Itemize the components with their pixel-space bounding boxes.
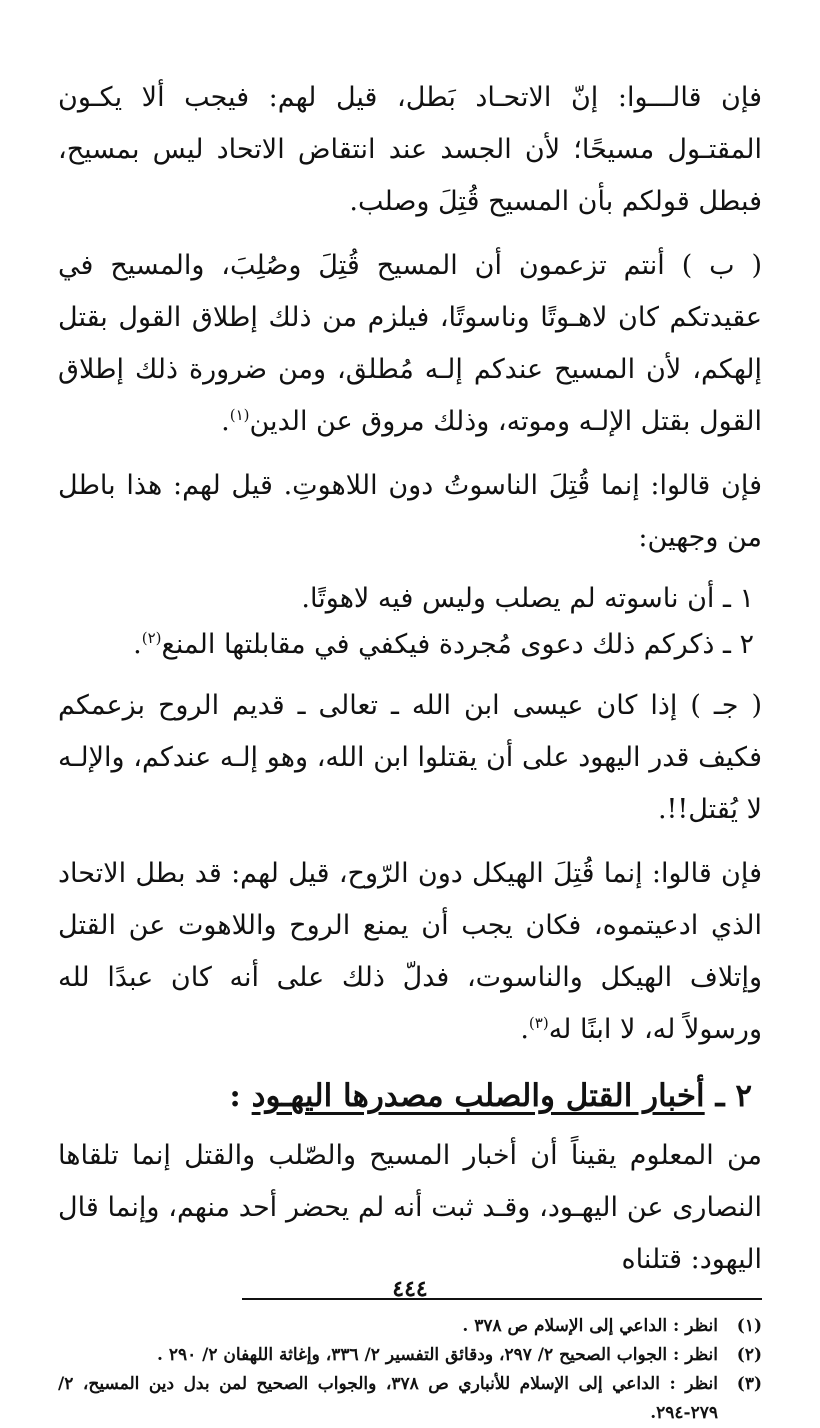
- footnote: [58, 1341, 762, 1370]
- footnote-number: (٢): [736, 1345, 762, 1365]
- footnote-number: (١): [736, 1316, 762, 1336]
- footnote: [58, 1370, 762, 1428]
- paragraph-2: ( ب ) أنتم تزعمون أن المسيح قُتِلَ وصُلِبَ، والمسيح في عقيدتكم كان لاهـوتًا وناسوتًا، فيلزم من ذلك إطلاق القول بقتل إلهكم، لأن المسيح عندكم إلـه مُطلق، ومن ضرورة ذلك إطلاق القول بقتل الإلـه وموته، وذلك مروق عن الدين$^{(١)}$.: [58, 250, 762, 437]
- list-item: ١ ـ أن ناسوته لم يصلب وليس فيه لاهوتًا.: [301, 583, 754, 614]
- paragraph-1: فإن قالـــوا: إنّ الاتحـاد بَطل، قيل لهم: فيجب ألا يكـون المقتـول مسيحًا؛ لأن الجسد عند انتقاض الاتحاد ليس بمسيح، فبطل قولكم بأن المسيح قُتِلَ وصلب.: [58, 82, 762, 217]
- footnote-text: انظر : الداعي إلى الإسلام للأنباري ص ٣٧٨، والجواب الصحيح لمن بدل دين المسيح، ٢/ ٢٧٩-٢٩٤.: [58, 1374, 718, 1423]
- section-title: أخبار القتل والصلب مصدرها اليهـود: [251, 1078, 705, 1114]
- footnote: [58, 1312, 762, 1341]
- numbered-list: [58, 576, 762, 668]
- footnote-text: انظر : الجواب الصحيح ٢/ ٢٩٧، ودقائق التفسير ٢/ ٣٣٦، وإغاثة اللهفان ٢/ ٢٩٠ .: [156, 1345, 718, 1365]
- paragraph-3: فإن قالوا: إنما قُتِلَ الناسوتُ دون اللاهوتِ. قيل لهم: هذا باطل من وجهين:: [58, 470, 762, 553]
- section-number: ٢ ـ: [715, 1078, 752, 1114]
- footnotes: [58, 1312, 762, 1428]
- page-number: ٤٤٤: [392, 1276, 428, 1302]
- paragraph-5: فإن قالوا: إنما قُتِلَ الهيكل دون الرّوح، قيل لهم: قد بطل الاتحاد الذي ادعيتموه، فكان يجب أن يمنع الروح واللاهوت عن القتل وإتلاف الهيكل والناسوت، فدلّ ذلك على أنه كان عبدًا لله ورسولاً له، لا ابنًا له$^{(٣)}$.: [58, 858, 762, 1045]
- footnote-ref-3[interactable]: (٣): [528, 1014, 549, 1032]
- list-item: ٢ ـ ذكركم ذلك دعوى مُجردة فيكفي في مقابلتها المنع$^{(٢)}$.: [133, 629, 754, 660]
- footnote-ref-2[interactable]: (٢): [141, 629, 162, 647]
- paragraph-4: ( جـ ) إذا كان عيسى ابن الله ـ تعالى ـ قديم الروح بزعمكم فكيف قدر اليهود على أن يقتلوا ابن الله، وهو إلـه عندكم، والإلـه لا يُقتل!!.: [58, 690, 762, 825]
- section-heading: ٢ ـ أخبار القتل والصلب مصدرها اليهـود :: [229, 1078, 752, 1114]
- footnote-ref-1[interactable]: (١): [229, 406, 250, 424]
- footnote-text: انظر : الداعي إلى الإسلام ص ٣٧٨ .: [462, 1316, 718, 1336]
- footnote-number: (٣): [736, 1374, 762, 1394]
- paragraph-6: من المعلوم يقيناً أن أخبار المسيح والصّلب والقتل إنما تلقاها النصارى عن اليهـود، وقـد ثبت أنه لم يحضر أحد منهم، وإنما قال اليهود: قتلناه: [58, 1140, 762, 1275]
